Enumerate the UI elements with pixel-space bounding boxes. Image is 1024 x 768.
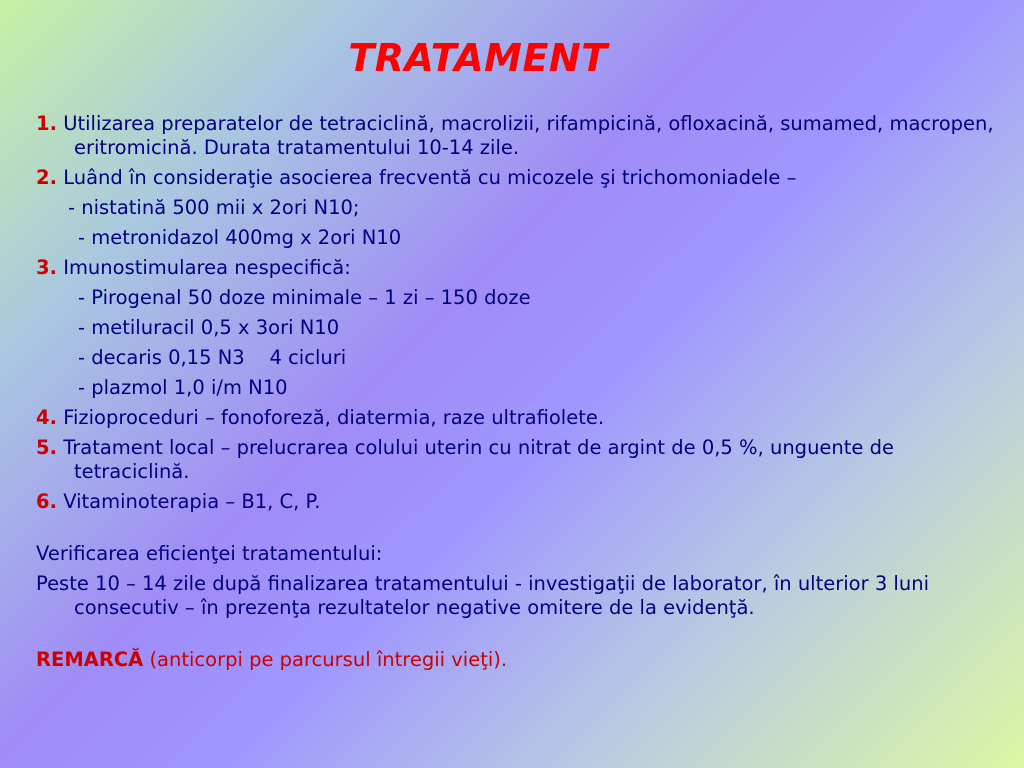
item-text: Tratament local – prelucrarea colului uterin cu nitrat de argint de 0,5 %, unguente de tetraciclină. (63, 436, 894, 483)
remark-label: REMARCĂ (36, 648, 144, 671)
item-number: 2. (36, 166, 57, 189)
treatment-item-2 (36, 166, 996, 190)
sub-item-metiluracil: - metiluracil 0,5 x 3ori N10 (78, 316, 340, 339)
item-text: Utilizarea preparatelor de tetraciclină, macrolizii, rifampicină, ofloxacină, sumamed, macropen, eritromicină. Durata tratamentului 10-14 zile. (63, 112, 994, 159)
treatment-item-5 (36, 436, 996, 484)
item-number: 4. (36, 406, 57, 429)
item-text: Imunostimularea nespecifică: (63, 256, 351, 279)
treatment-item-4 (36, 406, 996, 430)
treatment-item-3 (36, 256, 996, 280)
sub-item-metronidazol: - metronidazol 400mg x 2ori N10 (78, 226, 402, 249)
item-text: Vitaminoterapia – B1, C, P. (63, 490, 321, 513)
item-number: 1. (36, 112, 57, 135)
item-text: Luând în consideraţie asocierea frecventă cu micozele şi trichomoniadele – (63, 166, 797, 189)
treatment-item-6 (36, 490, 996, 514)
verification-heading: Verificarea eficienţei tratamentului: (36, 542, 383, 565)
remark-text: (anticorpi pe parcursul întregii vieţi). (149, 648, 508, 671)
sub-item-nistatina: - nistatină 500 mii x 2ori N10; (68, 196, 360, 219)
verification-text: Peste 10 – 14 zile după finalizarea tratamentului - investigaţii de laborator, în ulterior 3 luni consecutiv – în prezenţa rezultatelor negative omitere de la evidenţă. (36, 572, 929, 619)
item-text: Fizioproceduri – fonoforeză, diatermia, raze ultrafiolete. (63, 406, 605, 429)
remark (36, 648, 996, 672)
item-number: 5. (36, 436, 57, 459)
sub-item-plazmol: - plazmol 1,0 i/m N10 (78, 376, 288, 399)
treatment-item-1 (36, 112, 996, 160)
sub-item-pirogenal: - Pirogenal 50 doze minimale – 1 zi – 150 doze (78, 286, 531, 309)
spacer (36, 626, 996, 648)
spacer (36, 520, 996, 542)
item-number: 6. (36, 490, 57, 513)
slide-body (36, 112, 996, 678)
item-number: 3. (36, 256, 57, 279)
sub-item-decaris: - decaris 0,15 N3 4 cicluri (78, 346, 347, 369)
slide-title: TRATAMENT (348, 36, 608, 80)
